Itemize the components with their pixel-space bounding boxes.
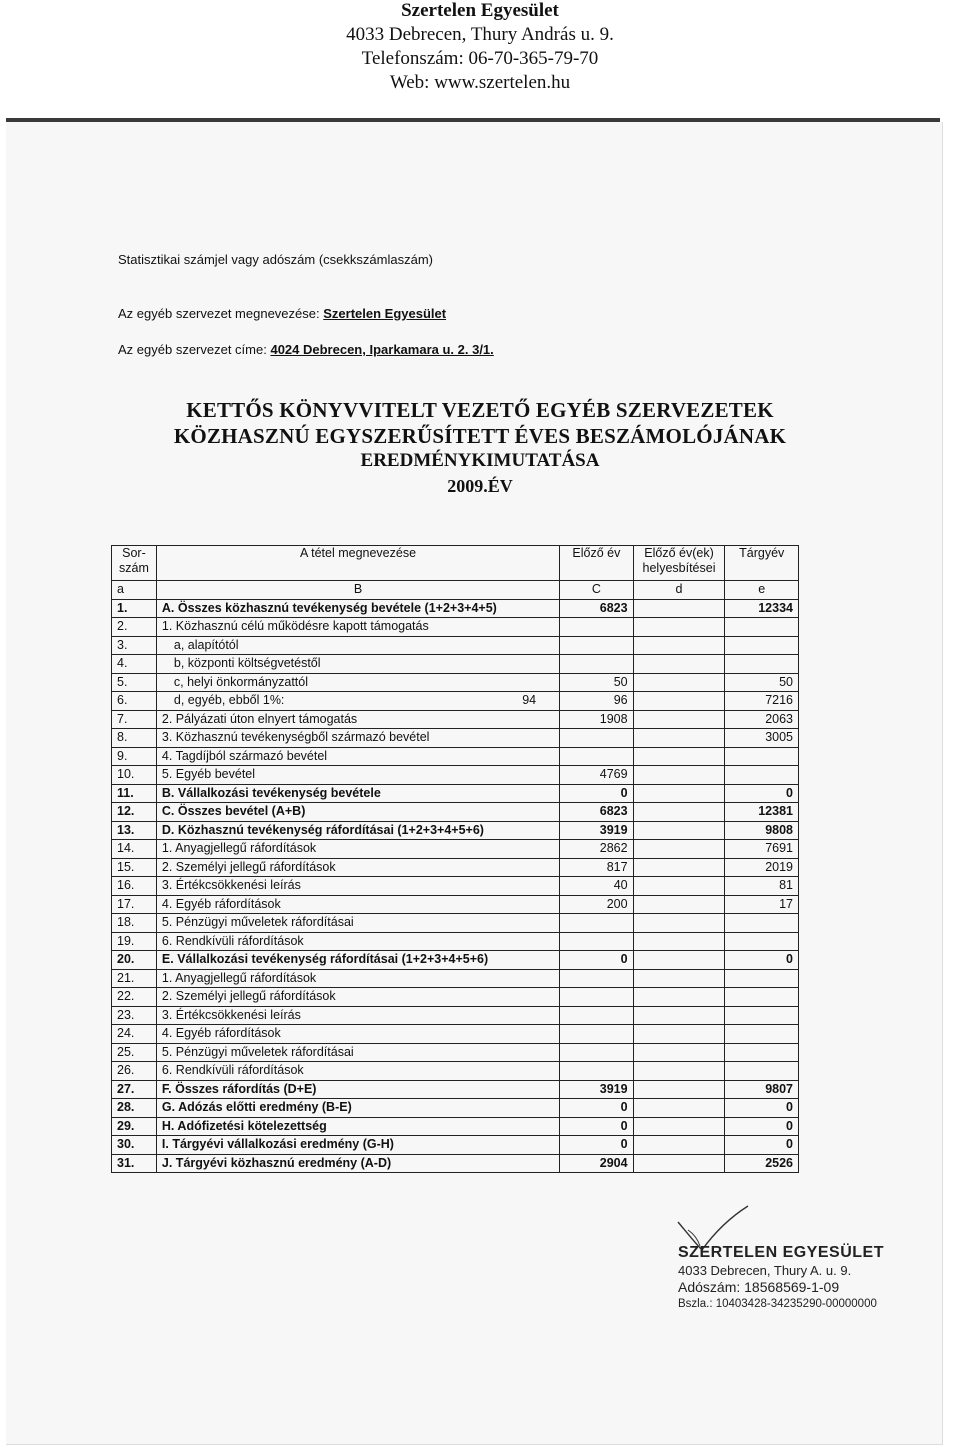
row-previous-adjustments xyxy=(633,1043,725,1062)
row-previous-adjustments xyxy=(633,969,725,988)
row-number: 4. xyxy=(112,655,157,674)
row-item-name: 5. Egyéb bevétel xyxy=(156,766,559,785)
row-previous-year: 2862 xyxy=(560,840,633,859)
row-current-year: 0 xyxy=(725,1099,799,1118)
row-previous-adjustments xyxy=(633,803,725,822)
row-previous-year xyxy=(560,932,633,951)
row-item-name: I. Tárgyévi vállalkozási eredmény (G-H) xyxy=(156,1136,559,1155)
table-row xyxy=(112,858,799,877)
table-row xyxy=(112,1025,799,1044)
row-previous-year xyxy=(560,1006,633,1025)
row-previous-adjustments xyxy=(633,1099,725,1118)
row-number: 16. xyxy=(112,877,157,896)
row-current-year: 0 xyxy=(725,1117,799,1136)
row-number: 21. xyxy=(112,969,157,988)
row-item-name: 2. Pályázati úton elnyert támogatás xyxy=(156,710,559,729)
row-previous-adjustments xyxy=(633,1080,725,1099)
row-number: 30. xyxy=(112,1136,157,1155)
row-current-year xyxy=(725,766,799,785)
row-item-name xyxy=(156,692,559,711)
row-previous-year: 0 xyxy=(560,1117,633,1136)
row-previous-year: 3919 xyxy=(560,821,633,840)
row-item-name: F. Összes ráfordítás (D+E) xyxy=(156,1080,559,1099)
row-previous-year xyxy=(560,988,633,1007)
row-item-name: 5. Pénzügyi műveletek ráfordításai xyxy=(156,914,559,933)
row-number: 17. xyxy=(112,895,157,914)
letter-prev: C xyxy=(560,581,633,600)
letterhead-web: Web: www.szertelen.hu xyxy=(389,72,571,93)
stamp-address: 4033 Debrecen, Thury A. u. 9. xyxy=(678,1263,852,1278)
row-previous-adjustments xyxy=(633,673,725,692)
row-number: 10. xyxy=(112,766,157,785)
table-row xyxy=(112,710,799,729)
table-row xyxy=(112,969,799,988)
org-name-line xyxy=(118,306,446,321)
row-item-name: a, alapítótól xyxy=(156,636,559,655)
row-previous-year: 0 xyxy=(560,951,633,970)
report-title-line2: KÖZHASZNÚ EGYSZERŰSÍTETT ÉVES BESZÁMOLÓJÁNAK xyxy=(173,424,787,448)
table-row xyxy=(112,821,799,840)
letterhead-address: 4033 Debrecen, Thury András u. 9. xyxy=(346,24,614,45)
row-previous-adjustments xyxy=(633,618,725,637)
row-item-name: 6. Rendkívüli ráfordítások xyxy=(156,1062,559,1081)
letterhead xyxy=(0,0,960,95)
row-item-name: H. Adófizetési kötelezettség xyxy=(156,1117,559,1136)
table-row xyxy=(112,877,799,896)
row-item-name: 4. Tagdíjból származó bevétel xyxy=(156,747,559,766)
row-item-name: B. Vállalkozási tevékenység bevétele xyxy=(156,784,559,803)
row-number: 1. xyxy=(112,599,157,618)
row-current-year: 81 xyxy=(725,877,799,896)
table-row xyxy=(112,729,799,748)
table-row xyxy=(112,895,799,914)
report-title-line3: EREDMÉNYKIMUTATÁSA xyxy=(360,450,600,471)
row-previous-adjustments xyxy=(633,784,725,803)
row-current-year xyxy=(725,988,799,1007)
row-previous-adjustments xyxy=(633,895,725,914)
table-row xyxy=(112,840,799,859)
letter-no: a xyxy=(112,581,157,600)
row-previous-year xyxy=(560,1043,633,1062)
row-previous-year xyxy=(560,1062,633,1081)
row-previous-year: 0 xyxy=(560,1099,633,1118)
row-previous-year: 6823 xyxy=(560,599,633,618)
row-number: 9. xyxy=(112,747,157,766)
row-number: 26. xyxy=(112,1062,157,1081)
header-item-name: A tétel megnevezése xyxy=(156,546,559,581)
row-previous-adjustments xyxy=(633,747,725,766)
row-previous-year: 6823 xyxy=(560,803,633,822)
row-previous-year xyxy=(560,1025,633,1044)
row-previous-year: 817 xyxy=(560,858,633,877)
row-previous-adjustments xyxy=(633,692,725,711)
row-previous-year: 0 xyxy=(560,784,633,803)
row-item-name: 3. Közhasznú tevékenységből származó bevétel xyxy=(156,729,559,748)
row-item-name: E. Vállalkozási tevékenység ráfordításai (1+2+3+4+5+6) xyxy=(156,951,559,970)
row-item-name: G. Adózás előtti eredmény (B-E) xyxy=(156,1099,559,1118)
report-year: 2009.ÉV xyxy=(447,476,513,496)
table-row xyxy=(112,1099,799,1118)
row-number: 24. xyxy=(112,1025,157,1044)
table-row xyxy=(112,655,799,674)
table-row xyxy=(112,636,799,655)
row-current-year xyxy=(725,1006,799,1025)
row-previous-adjustments xyxy=(633,1136,725,1155)
row-item-name: J. Tárgyévi közhasznú eredmény (A-D) xyxy=(156,1154,559,1173)
org-address-value: 4024 Debrecen, Iparkamara u. 2. 3/1. xyxy=(270,342,494,357)
table-row xyxy=(112,1062,799,1081)
table-row xyxy=(112,951,799,970)
row-item-name: C. Összes bevétel (A+B) xyxy=(156,803,559,822)
row-current-year: 0 xyxy=(725,951,799,970)
row-number: 3. xyxy=(112,636,157,655)
row-previous-year xyxy=(560,618,633,637)
row-current-year: 9808 xyxy=(725,821,799,840)
row-number: 23. xyxy=(112,1006,157,1025)
row-current-year: 9807 xyxy=(725,1080,799,1099)
row-current-year: 3005 xyxy=(725,729,799,748)
row-item-name: 2. Személyi jellegű ráfordítások xyxy=(156,858,559,877)
row-number: 28. xyxy=(112,1099,157,1118)
table-row xyxy=(112,803,799,822)
row-number: 14. xyxy=(112,840,157,859)
header-current-year: Tárgyév xyxy=(725,546,799,581)
row-current-year xyxy=(725,618,799,637)
row-item-name: 1. Anyagjellegű ráfordítások xyxy=(156,969,559,988)
row-previous-adjustments xyxy=(633,710,725,729)
organization-stamp xyxy=(678,1244,898,1313)
row-item-name: 5. Pénzügyi műveletek ráfordításai xyxy=(156,1043,559,1062)
table-row xyxy=(112,1080,799,1099)
row-number: 15. xyxy=(112,858,157,877)
row-item-name: 3. Értékcsökkenési leírás xyxy=(156,1006,559,1025)
row-item-name: 6. Rendkívüli ráfordítások xyxy=(156,932,559,951)
row-number: 12. xyxy=(112,803,157,822)
row-previous-adjustments xyxy=(633,599,725,618)
row-previous-adjustments xyxy=(633,1006,725,1025)
row-current-year xyxy=(725,1062,799,1081)
row-number: 20. xyxy=(112,951,157,970)
row-previous-adjustments xyxy=(633,840,725,859)
header-row-number: Sor- szám xyxy=(112,546,157,581)
stat-id-label: Statisztikai számjel vagy adószám (csekkszámlaszám) xyxy=(118,252,433,267)
row-previous-adjustments xyxy=(633,914,725,933)
row-previous-year: 1908 xyxy=(560,710,633,729)
row-previous-year xyxy=(560,729,633,748)
row-item-text: d, egyéb, ebből 1%: xyxy=(173,693,285,708)
row-previous-adjustments xyxy=(633,1117,725,1136)
row-number: 22. xyxy=(112,988,157,1007)
row-current-year: 7691 xyxy=(725,840,799,859)
row-inline-value: 94 xyxy=(522,693,537,708)
row-current-year xyxy=(725,1025,799,1044)
stamp-bank-account: Bszla.: 10403428-34235290-00000000 xyxy=(678,1298,877,1310)
row-number: 18. xyxy=(112,914,157,933)
row-number: 27. xyxy=(112,1080,157,1099)
row-current-year xyxy=(725,914,799,933)
row-previous-year: 3919 xyxy=(560,1080,633,1099)
table-row xyxy=(112,1006,799,1025)
header-previous-year: Előző év xyxy=(560,546,633,581)
row-previous-year xyxy=(560,655,633,674)
table-header-row xyxy=(112,546,799,581)
row-current-year: 12381 xyxy=(725,803,799,822)
table-row xyxy=(112,618,799,637)
row-item-name: 4. Egyéb ráfordítások xyxy=(156,1025,559,1044)
row-previous-year xyxy=(560,747,633,766)
row-previous-year: 4769 xyxy=(560,766,633,785)
letterhead-org-name: Szertelen Egyesület xyxy=(401,0,559,21)
org-address-label: Az egyéb szervezet címe: xyxy=(118,342,267,357)
table-row xyxy=(112,766,799,785)
row-current-year: 0 xyxy=(725,784,799,803)
row-previous-adjustments xyxy=(633,858,725,877)
row-previous-year: 50 xyxy=(560,673,633,692)
row-current-year xyxy=(725,747,799,766)
letter-cur: e xyxy=(725,581,799,600)
row-current-year: 17 xyxy=(725,895,799,914)
table-row xyxy=(112,988,799,1007)
row-current-year xyxy=(725,932,799,951)
stamp-name: SZERTELEN EGYESÜLET xyxy=(678,1244,884,1261)
row-previous-adjustments xyxy=(633,766,725,785)
row-number: 29. xyxy=(112,1117,157,1136)
letter-adj: d xyxy=(633,581,725,600)
row-previous-adjustments xyxy=(633,655,725,674)
row-current-year: 7216 xyxy=(725,692,799,711)
table-row xyxy=(112,914,799,933)
row-previous-adjustments xyxy=(633,636,725,655)
row-item-name: b, központi költségvetéstől xyxy=(156,655,559,674)
row-current-year: 0 xyxy=(725,1136,799,1155)
row-current-year: 50 xyxy=(725,673,799,692)
row-current-year xyxy=(725,655,799,674)
row-previous-adjustments xyxy=(633,821,725,840)
table-row xyxy=(112,932,799,951)
row-number: 19. xyxy=(112,932,157,951)
table-row xyxy=(112,784,799,803)
row-previous-year: 200 xyxy=(560,895,633,914)
table-row xyxy=(112,1043,799,1062)
letter-desc: B xyxy=(156,581,559,600)
report-title-line1: KETTŐS KÖNYVVITELT VEZETŐ EGYÉB SZERVEZETEK xyxy=(186,398,774,422)
row-number: 5. xyxy=(112,673,157,692)
row-item-name: c, helyi önkormányzattól xyxy=(156,673,559,692)
row-item-name: 3. Értékcsökkenési leírás xyxy=(156,877,559,896)
row-current-year xyxy=(725,969,799,988)
row-item-name: A. Összes közhasznú tevékenység bevétele (1+2+3+4+5) xyxy=(156,599,559,618)
row-number: 11. xyxy=(112,784,157,803)
row-previous-adjustments xyxy=(633,729,725,748)
row-current-year: 2063 xyxy=(725,710,799,729)
row-number: 6. xyxy=(112,692,157,711)
org-name-label: Az egyéb szervezet megnevezése: xyxy=(118,306,320,321)
row-previous-adjustments xyxy=(633,988,725,1007)
row-current-year xyxy=(725,1043,799,1062)
row-previous-adjustments xyxy=(633,1154,725,1173)
row-previous-adjustments xyxy=(633,1062,725,1081)
table-row xyxy=(112,1136,799,1155)
row-current-year: 12334 xyxy=(725,599,799,618)
org-address-line xyxy=(118,342,494,357)
table-row xyxy=(112,673,799,692)
row-item-name: 1. Anyagjellegű ráfordítások xyxy=(156,840,559,859)
row-previous-year: 40 xyxy=(560,877,633,896)
table-row xyxy=(112,599,799,618)
row-previous-year: 0 xyxy=(560,1136,633,1155)
row-number: 13. xyxy=(112,821,157,840)
row-number: 31. xyxy=(112,1154,157,1173)
row-item-name: 4. Egyéb ráfordítások xyxy=(156,895,559,914)
table-row xyxy=(112,747,799,766)
row-item-name: 2. Személyi jellegű ráfordítások xyxy=(156,988,559,1007)
row-item-name: D. Közhasznú tevékenység ráfordításai (1+2+3+4+5+6) xyxy=(156,821,559,840)
row-number: 8. xyxy=(112,729,157,748)
row-current-year: 2019 xyxy=(725,858,799,877)
income-statement-table xyxy=(111,545,799,1173)
row-previous-adjustments xyxy=(633,1025,725,1044)
row-previous-year xyxy=(560,969,633,988)
row-number: 7. xyxy=(112,710,157,729)
row-previous-adjustments xyxy=(633,951,725,970)
row-current-year: 2526 xyxy=(725,1154,799,1173)
row-previous-year xyxy=(560,636,633,655)
table-row xyxy=(112,692,799,711)
row-previous-year: 96 xyxy=(560,692,633,711)
row-previous-year xyxy=(560,914,633,933)
row-item-name: 1. Közhasznú célú működésre kapott támogatás xyxy=(156,618,559,637)
row-previous-adjustments xyxy=(633,932,725,951)
row-previous-year: 2904 xyxy=(560,1154,633,1173)
letterhead-phone: Telefonszám: 06-70-365-79-70 xyxy=(361,48,599,69)
header-previous-adjustments: Előző év(ek) helyesbítései xyxy=(633,546,725,581)
stamp-tax-number: Adószám: 18568569-1-09 xyxy=(678,1279,840,1295)
table-letter-row xyxy=(112,581,799,600)
row-current-year xyxy=(725,636,799,655)
table-row xyxy=(112,1154,799,1173)
org-name-value: Szertelen Egyesület xyxy=(323,306,447,321)
row-previous-adjustments xyxy=(633,877,725,896)
row-number: 2. xyxy=(112,618,157,637)
row-number: 25. xyxy=(112,1043,157,1062)
table-row xyxy=(112,1117,799,1136)
